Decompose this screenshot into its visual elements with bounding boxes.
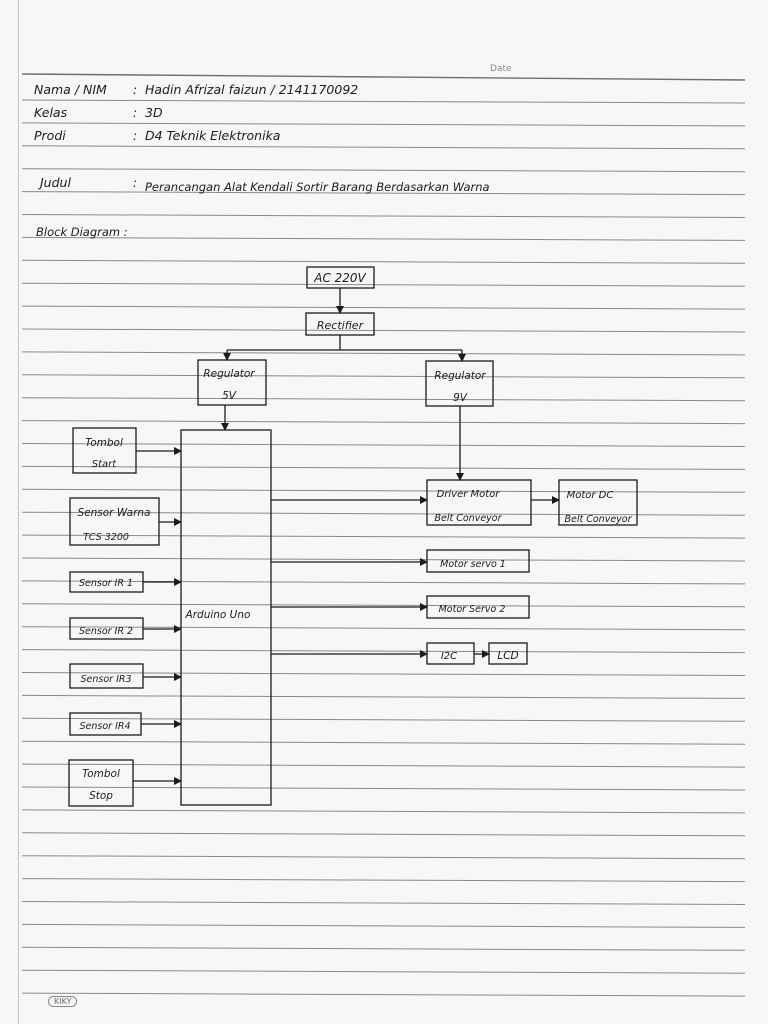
name-label: Nama / NIM [34, 82, 107, 97]
date-label: Date [490, 64, 512, 74]
prodi-colon: : [133, 128, 138, 143]
sensor-ir1-label: Sensor IR 1 [78, 578, 134, 589]
sensor-warna-line2: TCS 3200 [83, 532, 129, 543]
judul-colon: : [133, 175, 138, 190]
driver-motor-line1: Driver Motor [436, 489, 500, 500]
lcd-label: LCD [497, 650, 519, 662]
class-value: 3D [145, 105, 163, 120]
rectifier-label: Rectifier [316, 319, 364, 332]
name-colon: : [133, 82, 138, 97]
motor-servo-2-label: Motor Servo 2 [438, 604, 506, 615]
arduino-uno-label: Arduino Uno [185, 609, 251, 621]
motor-servo-1-label: Motor servo 1 [440, 559, 506, 570]
judul-label: Judul [40, 175, 71, 190]
regulator-9v-value: 9V [453, 392, 467, 404]
class-colon: : [133, 105, 138, 120]
i2c-label: I2C [440, 651, 458, 662]
tombol-start-line2: Start [91, 459, 117, 470]
tombol-stop-line2: Stop [89, 790, 113, 802]
motor-dc-line1: Motor DC [566, 490, 614, 501]
regulator-5v-title: Regulator [203, 368, 255, 380]
tombol-start-line1: Tombol [85, 437, 123, 449]
sensor-ir2-label: Sensor IR 2 [78, 626, 134, 637]
name-value: Hadin Afrizal faizun / 2141170092 [145, 82, 359, 97]
sensor-ir3-label: Sensor IR3 [80, 674, 132, 685]
judul-value: Perancangan Alat Kendali Sortir Barang Berdasarkan Warna [145, 180, 490, 194]
sensor-ir4-label: Sensor IR4 [79, 721, 131, 732]
regulator-9v-title: Regulator [434, 370, 486, 382]
motor-dc-line2: Belt Conveyor [564, 514, 632, 525]
prodi-value: D4 Teknik Elektronika [145, 128, 281, 143]
class-label: Kelas [34, 105, 68, 120]
tombol-stop-line1: Tombol [82, 768, 120, 780]
brand-logo: KIKY [48, 996, 77, 1007]
block-diagram-label: Block Diagram : [36, 225, 128, 239]
prodi-label: Prodi [34, 128, 66, 143]
driver-motor-line2: Belt Conveyor [434, 513, 502, 524]
sensor-warna-line1: Sensor Warna [77, 507, 151, 519]
ac-220v-label: AC 220V [314, 271, 366, 285]
regulator-5v-value: 5V [222, 390, 236, 402]
